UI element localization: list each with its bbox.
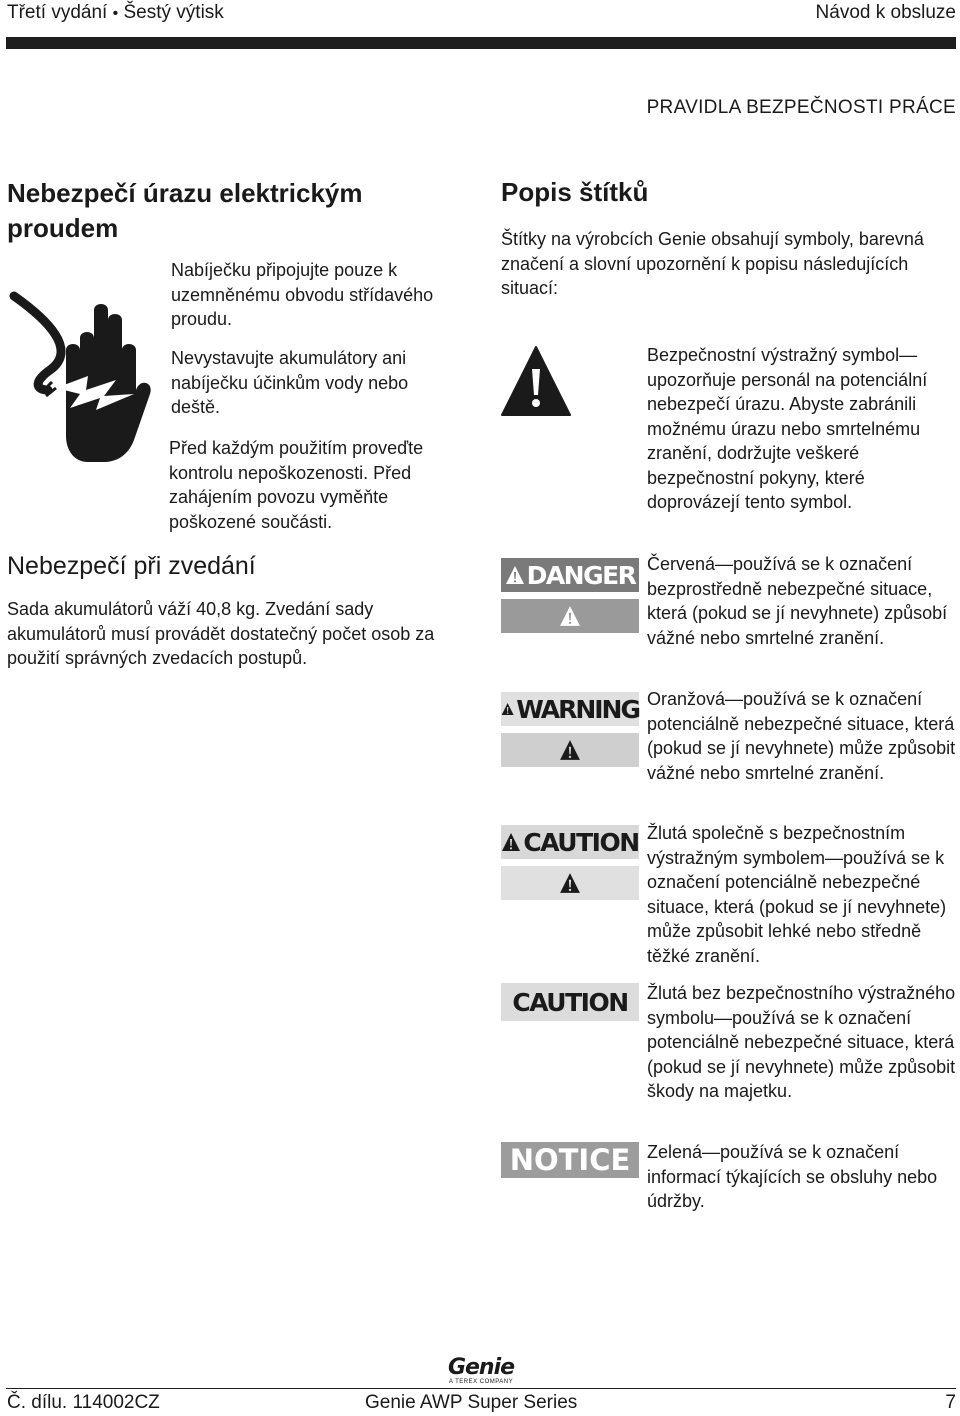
caution-no-symbol-text: Žlutá bez bezpečnostního výstražného symbolu—používá se k označení potenciálně nebezpečné situace, která (pokud se jí nevyhnete) může způsobit škody na majetku. bbox=[647, 983, 956, 1101]
header-manual-title: Návod k obsluze bbox=[815, 2, 956, 23]
header-edition bbox=[7, 2, 224, 24]
footer-page-number: 7 bbox=[945, 1392, 956, 1413]
lifting-hazard-title: Nebezpečí při zvedání bbox=[7, 552, 256, 580]
caution-no-symbol-word: CAUTION bbox=[512, 987, 628, 1017]
section-label: PRAVIDLA BEZPEČNOSTI PRÁCE bbox=[646, 97, 956, 118]
label-description-title: Popis štítků bbox=[501, 177, 649, 207]
header-printing-text: Šestý výtisk bbox=[123, 2, 224, 23]
lifting-hazard-text: Sada akumulátorů váží 40,8 kg. Zvedání sady akumulátorů musí provádět dostatečný počet osob za použití správných zvedacích postupů. bbox=[7, 599, 435, 668]
electric-title-line2: proudem bbox=[7, 213, 119, 243]
header-rule bbox=[6, 37, 956, 49]
danger-alert-small-icon bbox=[559, 605, 581, 627]
warning-alert-small-icon bbox=[559, 739, 581, 761]
genie-logo bbox=[438, 1357, 524, 1387]
footer-product-series: Genie AWP Super Series bbox=[365, 1392, 578, 1413]
warning-text: Oranžová—používá se k označení potenciálně nebezpečné situace, která (pokud se jí nevyhnete) může způsobit vážné nebo smrtelné zranění. bbox=[647, 689, 956, 783]
safety-alert-text: Bezpečnostní výstražný symbol—upozorňuje personál na potenciální nebezpečí úrazu. Abyste zabránili možnému úrazu nebo smrtelnému zranění, dodržujte veškeré bezpečnostní pokyny, které doprovázejí tento symbol. bbox=[647, 345, 928, 512]
warning-label bbox=[501, 692, 639, 726]
caution-alert-icon bbox=[501, 832, 521, 852]
warning-alert-icon bbox=[501, 699, 514, 719]
danger-label bbox=[501, 558, 639, 592]
electric-item-2: Nevystavujte akumulátory ani nabíječku účinkům vody nebo deště. bbox=[171, 348, 409, 417]
danger-text: Červená—používá se k označení bezprostředně nebezpečné situace, která (pokud se jí nevyhnete) způsobí vážné nebo smrtelné zranění. bbox=[647, 554, 948, 648]
notice-text: Zelená—používá se k označení informací týkajících se obsluhy nebo údržby. bbox=[647, 1142, 938, 1211]
caution-label-word: CAUTION bbox=[523, 827, 639, 857]
genie-logo-word: Genie bbox=[447, 1355, 515, 1380]
caution-label-symbol bbox=[501, 866, 639, 900]
electric-title-line1: Nebezpečí úrazu elektrickým bbox=[7, 178, 363, 208]
danger-label-symbol bbox=[501, 599, 639, 633]
notice-label bbox=[501, 1142, 639, 1178]
header-bullet: • bbox=[112, 5, 119, 22]
danger-alert-icon bbox=[505, 565, 525, 585]
electrocution-hand-icon bbox=[8, 290, 160, 470]
footer-part-number: Č. dílu. 114002CZ bbox=[7, 1392, 160, 1413]
danger-label-word: DANGER bbox=[526, 560, 636, 590]
warning-label-word: WARNING bbox=[516, 694, 639, 724]
electric-item-1: Nabíječku připojujte pouze k uzemněnému obvodu střídavého proudu. bbox=[171, 260, 434, 329]
safety-alert-triangle-icon bbox=[500, 345, 572, 417]
caution-label bbox=[501, 825, 639, 859]
electric-item-3: Před každým použitím proveďte kontrolu nepoškozenosti. Před zahájením povozu vyměňte poškozené součásti. bbox=[169, 438, 424, 532]
caution-alert-small-icon bbox=[559, 872, 581, 894]
header-edition-text: Třetí vydání bbox=[7, 2, 108, 23]
caution-text: Žlutá společně s bezpečnostním výstražným symbolem—používá se k označení potenciálně nebezpečné situace, která (pokud se jí nevyhnete) může způsobit lehké nebo středně těžké zranění. bbox=[647, 823, 947, 966]
warning-label-symbol bbox=[501, 733, 639, 767]
electric-hazard-title bbox=[7, 176, 447, 246]
notice-label-word: NOTICE bbox=[509, 1143, 631, 1177]
footer-rule bbox=[6, 1388, 956, 1389]
genie-logo-sub: A TEREX COMPANY bbox=[448, 1379, 514, 1385]
caution-no-symbol-label bbox=[501, 983, 639, 1021]
label-description-intro: Štítky na výrobcích Genie obsahují symboly, barevná značení a slovní upozornění k popisu následujících situací: bbox=[501, 229, 924, 298]
